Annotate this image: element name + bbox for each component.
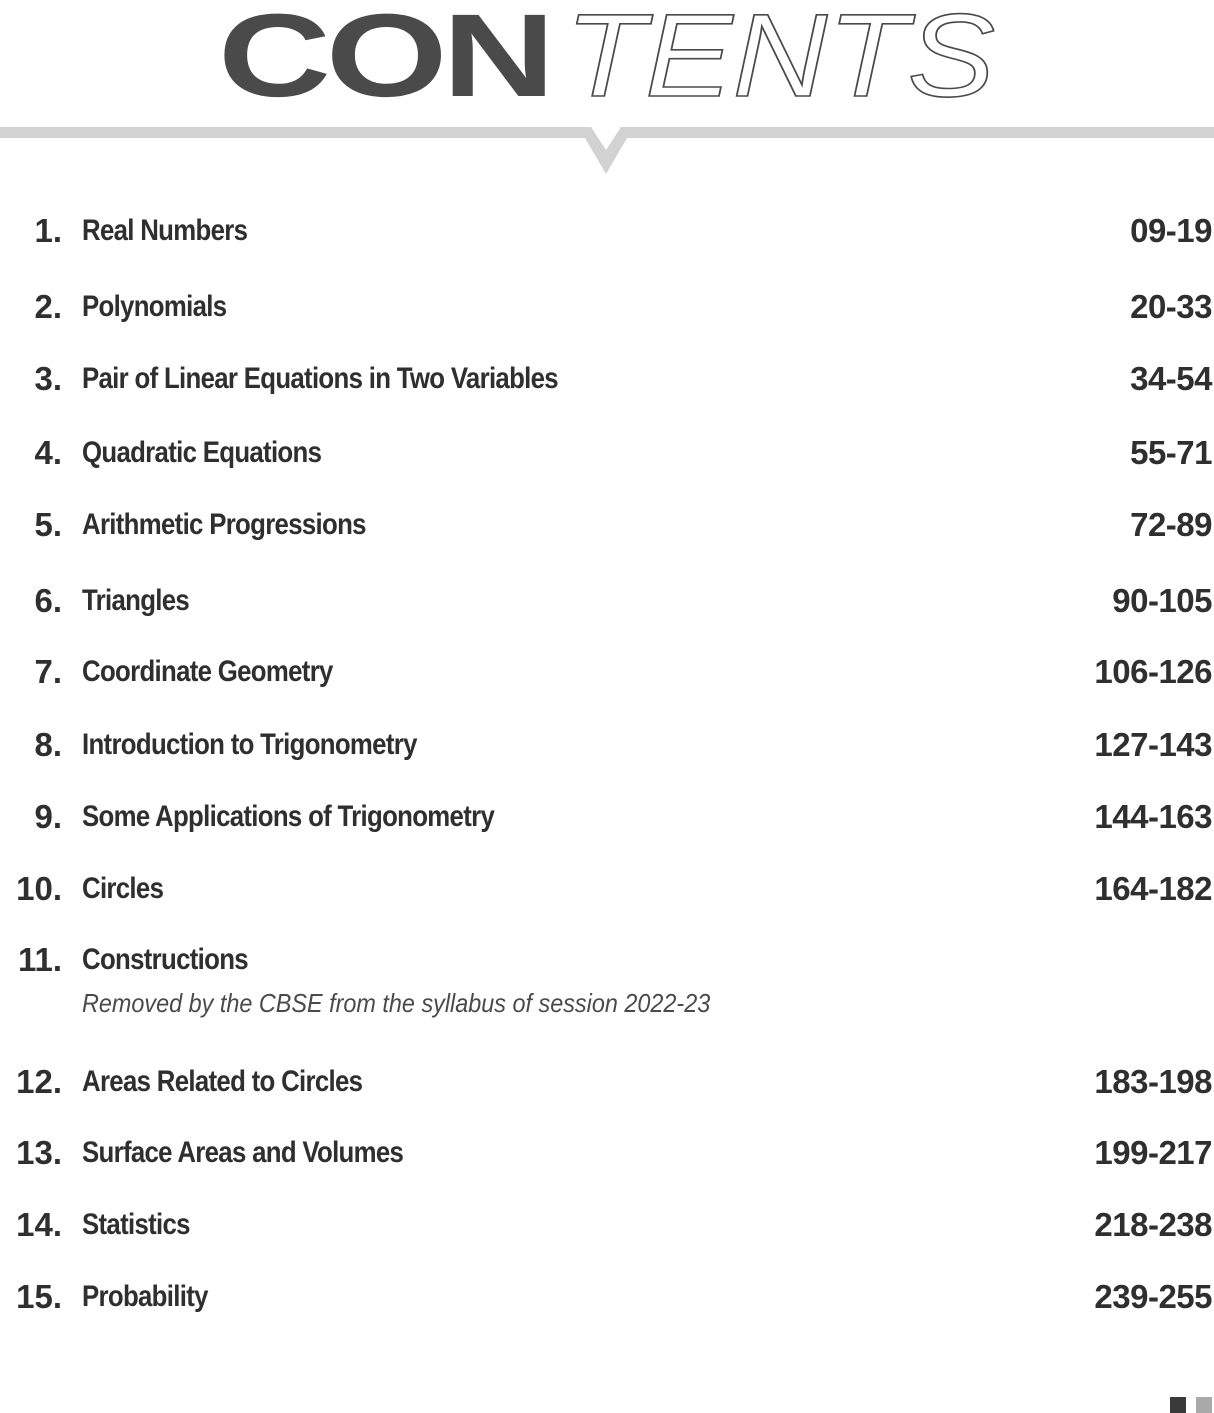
toc-entry-number: 11.: [17, 941, 62, 978]
toc-entry-title: Areas Related to Circles: [82, 1065, 363, 1098]
toc-entry-title: Real Numbers: [82, 214, 248, 247]
toc-entry-number: 2.: [34, 288, 62, 325]
toc-entry[interactable]: [0, 357, 1214, 401]
toc-entry-number: 5.: [34, 506, 62, 543]
toc-entry[interactable]: [0, 209, 1214, 253]
toc-entry[interactable]: [0, 723, 1214, 767]
toc-entry-pages: 34-54: [1130, 360, 1212, 397]
toc-entry[interactable]: [0, 431, 1214, 475]
toc-entry-title: Polynomials: [82, 290, 227, 323]
toc-entry-title: Pair of Linear Equations in Two Variables: [82, 362, 558, 395]
toc-entry-title: Arithmetic Progressions: [82, 508, 366, 541]
toc-entry-pages: 239-255: [1094, 1278, 1212, 1315]
toc-entry-title: Statistics: [82, 1208, 190, 1241]
toc-entry-title: Circles: [82, 872, 164, 905]
toc-entry[interactable]: [0, 503, 1214, 547]
toc-entry-pages: 90-105: [1112, 582, 1212, 619]
toc-entry-number: 9.: [34, 798, 62, 835]
toc-entry[interactable]: [0, 1275, 1214, 1319]
toc-entry-pages: 218-238: [1094, 1206, 1212, 1243]
toc-entry-pages: 106-126: [1094, 653, 1212, 690]
toc-entry-number: 8.: [34, 726, 62, 763]
toc-entry-number: 13.: [16, 1134, 62, 1171]
toc-entry-number: 3.: [34, 360, 62, 397]
toc-entry-pages: 144-163: [1094, 798, 1212, 835]
toc-entry-title: Triangles: [82, 584, 190, 617]
toc-entry-number: 7.: [34, 653, 62, 690]
corner-mark-light: [1196, 1397, 1212, 1413]
heading-solid-text: CON: [218, 0, 550, 122]
heading-outline-text: TENTS: [565, 0, 995, 122]
toc-entry-number: 4.: [34, 434, 62, 471]
toc-entry[interactable]: [0, 938, 1214, 1018]
toc-entry-title: Introduction to Trigonometry: [82, 728, 417, 761]
toc-entry[interactable]: [0, 867, 1214, 911]
corner-mark-dark: [1170, 1397, 1186, 1413]
toc-entry[interactable]: [0, 1203, 1214, 1247]
toc-entry-number: 10.: [16, 870, 62, 907]
toc-entry-title: Quadratic Equations: [82, 436, 322, 469]
toc-entry[interactable]: [0, 795, 1214, 839]
toc-entry-note: Removed by the CBSE from the syllabus of session 2022-23: [82, 988, 711, 1018]
toc-entry-pages: 20-33: [1130, 288, 1212, 325]
toc-entry-title: Probability: [82, 1280, 208, 1313]
toc-entry-number: 6.: [34, 582, 62, 619]
toc-entry-pages: 183-198: [1094, 1063, 1212, 1100]
toc-entry[interactable]: [0, 1060, 1214, 1104]
toc-entry-title: Coordinate Geometry: [82, 655, 333, 688]
toc-entry-title: Surface Areas and Volumes: [82, 1136, 404, 1169]
toc-entry-title: Some Applications of Trigonometry: [82, 800, 495, 833]
toc-entry[interactable]: [0, 579, 1214, 623]
toc-entry-pages: 72-89: [1130, 506, 1212, 543]
toc-entry-number: 1.: [34, 212, 62, 249]
toc-entry-title: Constructions: [82, 943, 248, 976]
toc-entry-number: 14.: [16, 1206, 62, 1243]
toc-entry-number: 15.: [16, 1278, 62, 1315]
toc-entry[interactable]: [0, 285, 1214, 329]
toc-entry-pages: 127-143: [1094, 726, 1212, 763]
toc-entry-pages: 199-217: [1094, 1134, 1212, 1171]
toc-entry-number: 12.: [16, 1063, 62, 1100]
toc-entry-pages: 164-182: [1094, 870, 1212, 907]
toc-entry-pages: 09-19: [1130, 212, 1212, 249]
toc-entry-pages: 55-71: [1130, 434, 1212, 471]
toc-entry[interactable]: [0, 1131, 1214, 1175]
toc-entry[interactable]: [0, 650, 1214, 694]
